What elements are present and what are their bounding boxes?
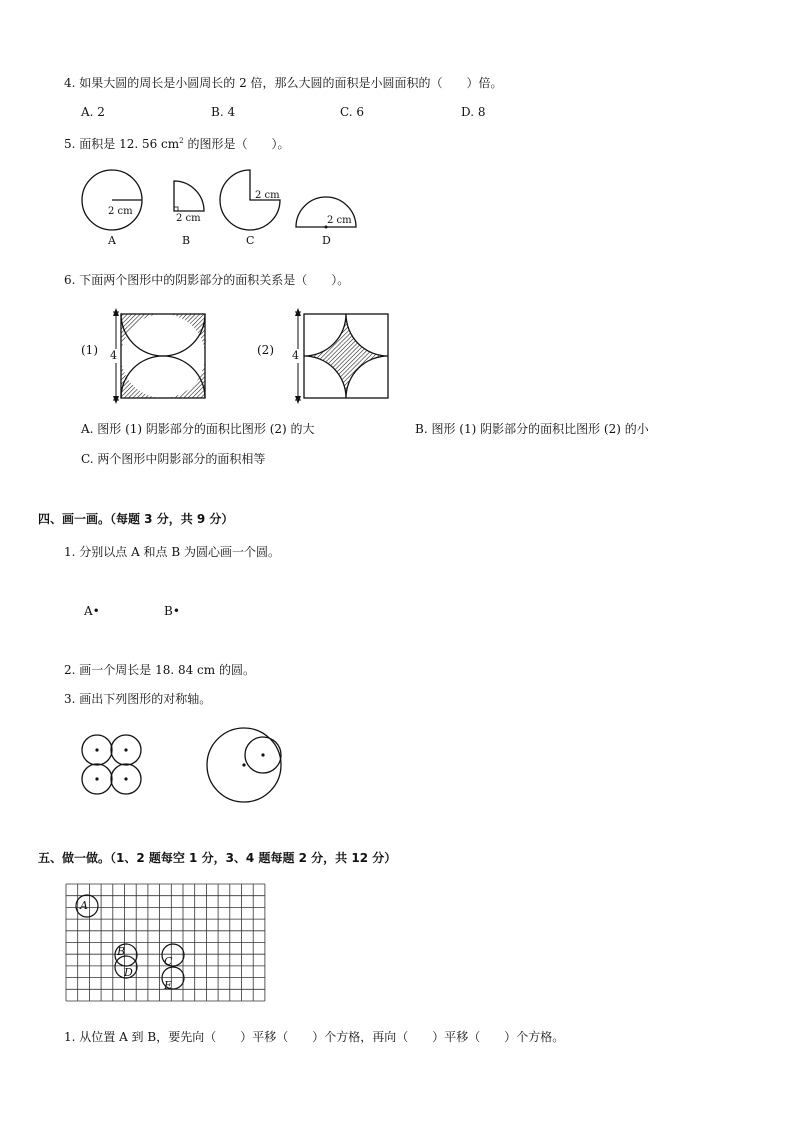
q5-letter-a: A: [108, 234, 116, 247]
q6-stem: 6. 下面两个图形中的阴影部分的面积关系是（ ）。: [64, 273, 350, 287]
q5-letter-c: C: [246, 234, 255, 247]
section4-title: 四、画一画。（每题 3 分，共 9 分）: [38, 512, 234, 526]
q5-label-b: 2 cm: [176, 213, 201, 224]
grid-letter-c: C: [164, 955, 173, 968]
q5-label-c: 2 cm: [255, 190, 280, 201]
grid-letter-e: E: [164, 979, 173, 992]
q4-option-d: D. 8: [461, 105, 486, 119]
section4-point-b: B•: [164, 604, 180, 618]
q4-stem: 4. 如果大圆的周长是小圆周长的 2 倍，那么大圆的面积是小圆面积的（ ）倍。: [64, 76, 503, 90]
q6-fig1-label: (1): [81, 343, 98, 357]
q6-fig2-side-length: 4: [292, 349, 299, 362]
q5-letter-b: B: [182, 234, 191, 247]
section4-q3: 3. 画出下列图形的对称轴。: [64, 692, 212, 706]
q5-label-a: 2 cm: [108, 206, 133, 217]
grid-letter-b: B: [117, 945, 126, 958]
grid-letter-a: A: [80, 899, 88, 912]
q5-label-d: 2 cm: [327, 215, 352, 226]
q4-option-b: B. 4: [211, 105, 236, 119]
q4-option-a: A. 2: [81, 105, 105, 119]
q6-fig1-side-length: 4: [110, 349, 117, 362]
q4-option-c: C. 6: [340, 105, 365, 119]
section4-q1: 1. 分别以点 A 和点 B 为圆心画一个圆。: [64, 545, 281, 559]
q5-stem: 5. 面积是 12. 56 $cm^2$ 的图形是（ ）。: [64, 137, 290, 151]
q5-letter-d: D: [322, 234, 331, 247]
q6-option-a: A. 图形 (1) 阴影部分的面积比图形 (2) 的大: [81, 422, 315, 436]
grid-letter-d: D: [124, 966, 133, 979]
section5-q1: 1. 从位置 A 到 B，要先向（ ）平移（ ）个方格，再向（ ）平移（ ）个方格。: [64, 1030, 565, 1044]
q6-option-b: B. 图形 (1) 阴影部分的面积比图形 (2) 的小: [415, 422, 649, 436]
section5-title: 五、做一做。（1、2 题每空 1 分，3、4 题每题 2 分，共 12 分）: [38, 851, 397, 865]
section4-q2: 2. 画一个周长是 18. 84 cm 的圆。: [64, 663, 255, 677]
q6-option-c: C. 两个图形中阴影部分的面积相等: [81, 452, 266, 466]
q6-fig2-label: (2): [257, 343, 274, 357]
section4-point-a: A•: [84, 604, 100, 618]
